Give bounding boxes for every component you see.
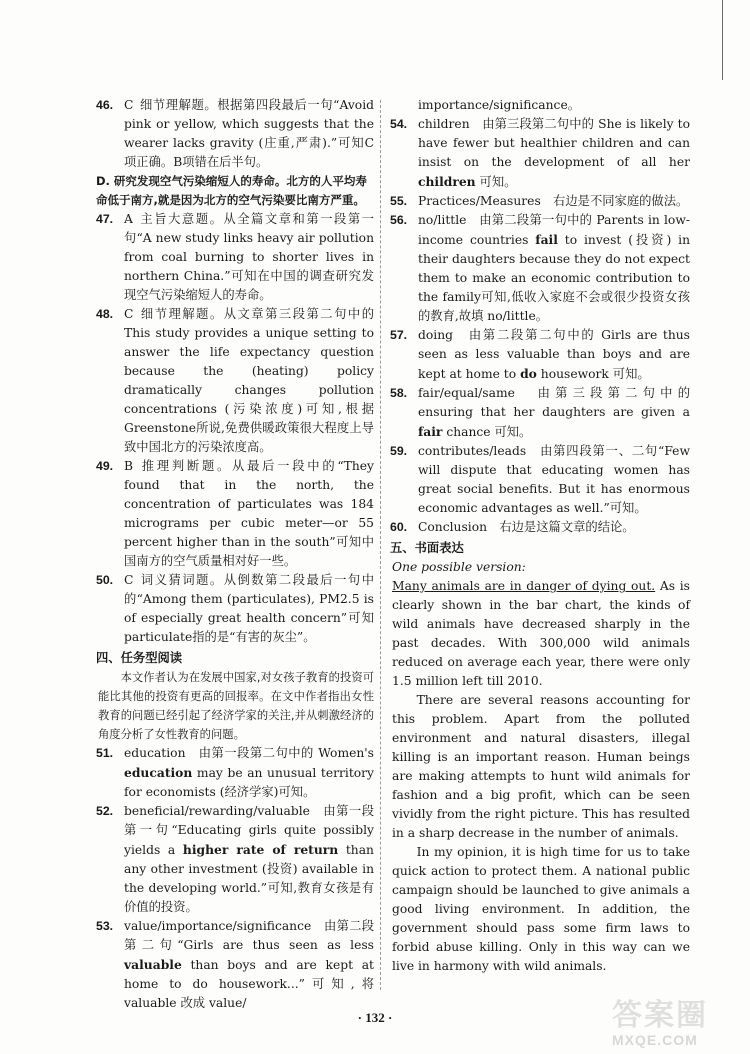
explanation: chance 可知。 <box>442 425 532 439</box>
item-number: 58. <box>390 386 408 400</box>
explanation: fair/equal/same 由第三段第二句中的ensuring that her daughters are given a <box>418 386 690 419</box>
answer-item-59 <box>392 442 690 518</box>
item-number: 48. <box>96 307 114 321</box>
explanation: children 由第三段第二句中的 She is likely to have fewer but healthier children and can insist on the development of all her <box>418 117 690 169</box>
answer-item-58 <box>392 384 690 442</box>
answer-item-48 <box>98 305 374 457</box>
explanation: no/little 由第二段第一句中的 Parents in low-income countries <box>418 213 690 247</box>
explanation: than boys and are kept at home to do housework...”可知,将 valuable 改成 value/ <box>124 958 374 1010</box>
watermark-url: MXQE.COM <box>612 1032 698 1048</box>
item-number: 59. <box>390 444 408 458</box>
explanation: 推理判断题。从最后一段中的“They found that in the north, the concentration of particulates was 184 micrograms per cubic meter—or 55 percent higher than in the south”可知中国南方的空气质量相对好一些。 <box>124 459 374 568</box>
item-number: 56. <box>390 213 408 227</box>
answer-item-46 <box>98 96 374 172</box>
explanation: beneficial/rewarding/valuable 由第一段第一句“Educating girls quite possibly yields a <box>124 804 374 857</box>
column-divider <box>380 100 381 990</box>
answer-item-50 <box>98 571 374 647</box>
version-label: One possible version: <box>392 560 526 574</box>
explanation: than any other investment (投资) available in the developing world.”可知,教育女孩是有价值的投资。 <box>124 843 374 914</box>
essay-paragraph-3: In my opinion, it is high time for us to take quick action to protect them. A national public campaign should be launched to give animals a good living environment. In addition, the government should pass some firm laws to forbid abuse killing. Only in this way can we live in harmony with wild animals. <box>392 845 690 973</box>
explanation: education 由第一段第二句中的 Women's <box>124 746 374 760</box>
watermark-text: 答案圈 <box>612 999 708 1032</box>
explanation: 词义猜词题。从倒数第二段最后一句中的“Among them (particulates), PM2.5 is of especially great health concern”可知particulate指的是“有害的灰尘”。 <box>124 573 374 644</box>
item-number: 55. <box>390 194 408 208</box>
item-number: 53. <box>96 919 114 933</box>
answer-item-57 <box>392 326 690 384</box>
item-53-continuation: importance/significance。 <box>418 98 581 112</box>
essay-text: As is clearly shown in the bar chart, the kinds of wild animals have decreased sharply in the past decades. With 300,000 wild animals reduced on average each year, there were only 1.5 million left till 2010. <box>392 579 690 688</box>
explanation: Practices/Measures 右边是不同家庭的做法。 <box>418 194 689 208</box>
left-column <box>98 96 374 1013</box>
summary-note: D. 研究发现空气污染缩短人的寿命。北方的人平均寿命低于南方,就是因为北方的空气污染要比南方严重。 <box>96 174 367 207</box>
explanation: 细节理解题。从文章第三段第二句中的This study provides a unique setting to answer the life expectancy question because the (heating) policy dramatically changes pollution concentrations (污染浓度)可知,根据Greenstone所说,免费供暖政策很大程度上导致中国北方的污染浓度高。 <box>124 307 374 454</box>
item-number: 47. <box>96 212 114 226</box>
answer-item-55 <box>392 192 690 211</box>
answer-item-60 <box>392 518 690 537</box>
section-title-5: 五、书面表达 <box>390 541 464 555</box>
item-number: 57. <box>390 328 408 342</box>
answer-item-53 <box>98 917 374 1013</box>
key-word: do <box>520 366 537 381</box>
key-word: higher rate of return <box>182 842 339 857</box>
key-word: education <box>124 765 193 780</box>
answer-item-52 <box>98 802 374 917</box>
section-intro: 本文作者认为在发展中国家,对女孩子教育的投资可能比其他的投资有更高的回报率。在文中作者指出女性教育的问题已经引起了经济学家的关注,并从刺激经济的角度分析了女性教育的问题。 <box>98 671 374 741</box>
page-number: · 132 · <box>357 1010 393 1025</box>
item-number: 52. <box>96 804 114 818</box>
explanation: may be an unusual territory for economists (经济学家)可知。 <box>124 766 374 799</box>
answer-item-51 <box>98 744 374 802</box>
essay-topic-sentence: Many animals are in danger of dying out. <box>392 579 656 593</box>
explanation: doing 由第二段第二句中的 Girls are thus seen as less valuable than boys and are kept at home to <box>418 328 690 381</box>
answer-letter: A <box>124 212 133 226</box>
section-title-4: 四、任务型阅读 <box>96 651 183 665</box>
essay-paragraph-1 <box>392 577 690 691</box>
key-word: children <box>418 174 476 189</box>
item-number: 51. <box>96 746 114 760</box>
watermark-logo <box>612 1000 742 1050</box>
explanation: value/importance/significance 由第二段第二句“Girls are thus seen as less <box>124 919 374 952</box>
explanation: housework 可知。 <box>536 367 650 381</box>
answer-item-49 <box>98 457 374 571</box>
item-number: 49. <box>96 459 114 473</box>
explanation: 可知。 <box>475 175 517 189</box>
answer-letter: B <box>124 459 134 473</box>
explanation: to invest (投资) in their daughters because they do not expect them to make an economic contribution to the family可知,低收入家庭不会或很少投资女孩的教育,故填 no/little。 <box>418 233 690 323</box>
edge-line <box>722 0 723 80</box>
key-word: fair <box>418 424 443 439</box>
key-word: fail <box>535 232 558 247</box>
item-number: 46. <box>96 98 114 112</box>
answer-item-47 <box>98 210 374 305</box>
answer-letter: C <box>124 307 134 321</box>
answer-item-54 <box>392 115 690 192</box>
item-number: 60. <box>390 520 408 534</box>
item-number: 50. <box>96 573 114 587</box>
right-column <box>392 96 690 976</box>
item-number: 54. <box>390 117 408 131</box>
explanation: Conclusion 右边是这篇文章的结论。 <box>418 520 635 534</box>
explanation: 主旨大意题。从全篇文章和第一段第一句“A new study links heavy air pollution from coal burning to shorter lives in northern China.”可知在中国的调查研究发现空气污染缩短人的寿命。 <box>124 212 374 302</box>
explanation: 细节理解题。根据第四段最后一句“Avoid pink or yellow, which suggests that the wearer lacks gravity (庄重,严肃).”可知C项正确。B项错在后半句。 <box>124 98 374 169</box>
key-word: valuable <box>124 957 182 972</box>
answer-letter: C <box>124 98 134 112</box>
answer-item-56 <box>392 211 690 326</box>
essay-paragraph-2: There are several reasons accounting for this problem. Apart from the polluted environment and natural disasters, illegal killing is an important reason. Human beings are making attempts to hunt wild animals for fashion and a big profit, which can be seen vividly from the right picture. This has resulted in a sharp decrease in the number of animals. <box>392 693 690 840</box>
explanation: contributes/leads 由第四段第一、二句“Few will dispute that educating women has great social benefits. But it has enormous economic advantages as well.”可知。 <box>418 444 690 515</box>
answer-letter: C <box>124 573 134 587</box>
